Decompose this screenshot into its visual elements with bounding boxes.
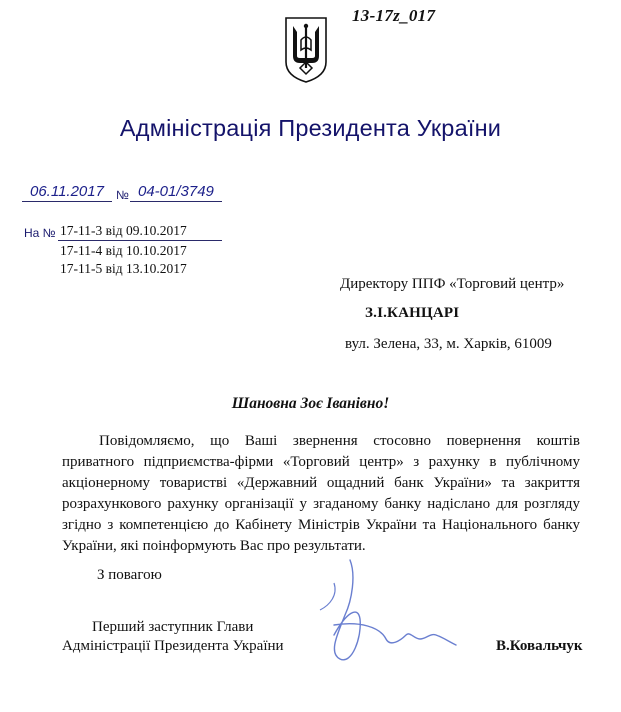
organization-title: Адміністрація Президента України bbox=[119, 115, 502, 141]
document-id: 13-17z_017 bbox=[352, 6, 436, 25]
trident-emblem-icon bbox=[283, 16, 329, 84]
reference-item: 17-11-4 від 10.10.2017 bbox=[60, 243, 187, 258]
letter-body: Повідомляємо, що Ваші звернення стосовно повернення коштів приватного підприємства-фірми «Торговий центр» з рахунку в публічному акціонерному товаристві «Державний ощадний банк України» та закриття розрахункового рахунку організації у згаданому банку надіслано для розгляду згідно з компетенцією до Кабінету Міністрів України та Національного банку України, які поінформують Вас про результати. bbox=[62, 433, 580, 554]
reference-item: 17-11-5 від 13.10.2017 bbox=[60, 261, 187, 276]
closing: З повагою bbox=[97, 567, 162, 583]
recipient-name: З.І.КАНЦАРІ bbox=[365, 305, 460, 321]
registration-number-label: № bbox=[116, 188, 129, 202]
signer-name: В.Ковальчук bbox=[496, 638, 583, 654]
registration-date: 06.11.2017 bbox=[30, 183, 104, 200]
signer-title-line1: Перший заступник Глави bbox=[92, 619, 254, 635]
recipient-address: вул. Зелена, 33, м. Харків, 61009 bbox=[345, 336, 552, 352]
registration-number: 04-01/3749 bbox=[138, 183, 214, 200]
salutation: Шановна Зоє Іванівно! bbox=[231, 395, 390, 412]
handwritten-signature bbox=[290, 555, 470, 675]
signer-title-line2: Адміністрації Президента України bbox=[62, 638, 284, 654]
registration-number-underline bbox=[130, 201, 222, 202]
reference-label: На № bbox=[24, 226, 56, 240]
reference-item: 17-11-3 від 09.10.2017 bbox=[60, 223, 187, 238]
reference-underline bbox=[58, 240, 222, 241]
registration-date-underline bbox=[22, 201, 112, 202]
recipient-position: Директору ППФ «Торговий центр» bbox=[340, 276, 565, 292]
